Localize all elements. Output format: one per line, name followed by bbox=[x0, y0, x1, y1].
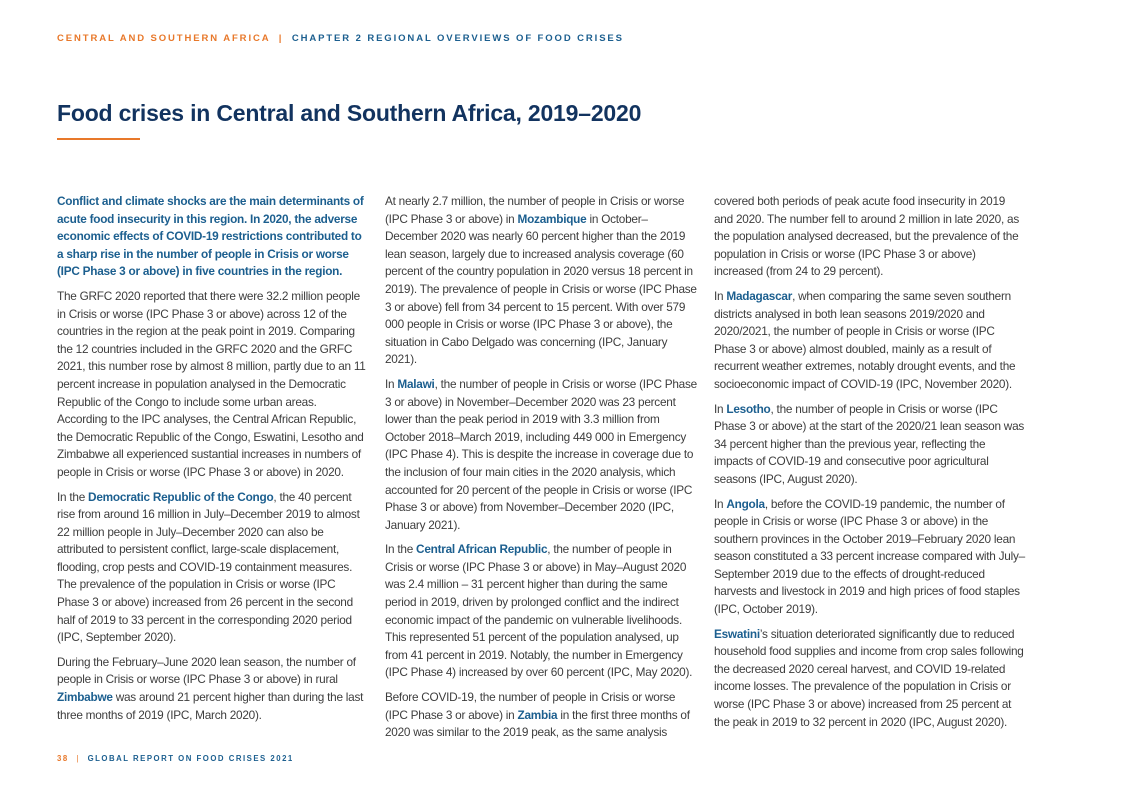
paragraph-grfc: The GRFC 2020 reported that there were 32.2 million people in Crisis or worse (IPC Phase 3 or above) across 12 of the countries in the region at the peak point in 2019. Comparing the 12 countries included in the GRFC 2020 and the GRFC 2021, this number rose by almost 8 million, partly due to an 11 percent increase in population analysed in the Democratic Republic of the Congo to include some urban areas. According to the IPC analyses, the Central African Republic, the Democratic Republic of the Congo, Eswatini, Lesotho and Zimbabwe all experienced sustantial increases in numbers of people in Crisis or worse (IPC Phase 3 or above) in 2020. bbox=[57, 288, 366, 479]
text-segment: At nearly 2.7 million, the number of people in Crisis or worse (IPC Phase 3 or above) in bbox=[385, 194, 685, 226]
text-segment: in the first three months of 2020 was similar to the 2019 peak, as the same analysis bbox=[385, 707, 690, 740]
text-segment: Before COVID-19, the number of people in Crisis or worse (IPC Phase 3 or above) in bbox=[385, 690, 676, 722]
text-segment: In bbox=[385, 376, 398, 391]
header-separator: | bbox=[278, 33, 284, 44]
page-number: 38 bbox=[57, 754, 69, 763]
column-1 bbox=[57, 193, 367, 731]
running-header bbox=[57, 33, 624, 44]
country-keyword-zimbabwe: Zimbabwe bbox=[57, 690, 113, 705]
title-underline bbox=[57, 138, 140, 140]
footer-report-title: GLOBAL REPORT ON FOOD CRISES 2021 bbox=[87, 754, 294, 763]
text-segment: , the number of people in Crisis or worse (IPC Phase 3 or above) at the start of the 2020/21 lean season was 34 percent higher than the previous year, reflecting the impacts of COVID-19 and consecutive poor agricultural seasons (IPC, August 2020). bbox=[714, 401, 1025, 486]
text-segment: In the bbox=[385, 542, 417, 557]
paragraph-malawi bbox=[385, 376, 698, 534]
paragraph-mozambique bbox=[385, 193, 698, 369]
text-segment: , before the COVID-19 pandemic, the number of people in Crisis or worse (IPC Phase 3 or above) in the southern provinces in the October 2019–February 2020 lean season constituted a 33 percent increase compared with July–September 2019 due to the effects of drought-reduced harvests and livestock in 2019 and high prices of food staples (IPC, October 2019). bbox=[714, 496, 1025, 617]
country-keyword-lesotho: Lesotho bbox=[726, 401, 771, 416]
paragraph-zimbabwe bbox=[57, 654, 367, 724]
text-segment: in October–December 2020 was nearly 60 percent higher than the 2019 lean season, largely due to increased analysis coverage (60 percent of the country population in 2020 versus 18 percent in 2019). The prevalence of people in Crisis or worse (IPC Phase 3 or above) fell from 34 percent to 15 percent. With over 579 000 people in Crisis or worse (IPC Phase 3 or above), the situation in Cabo Delgado was concerning (IPC, January 2021). bbox=[385, 211, 697, 367]
country-keyword-zambia: Zambia bbox=[517, 707, 558, 722]
text-segment: was around 21 percent higher than during the last three months of 2019 (IPC, March 2020). bbox=[57, 690, 364, 722]
country-keyword-drc: Democratic Republic of the Congo bbox=[88, 489, 274, 504]
header-region: CENTRAL AND SOUTHERN AFRICA bbox=[57, 33, 271, 44]
paragraph-car bbox=[385, 541, 698, 682]
country-keyword-madagascar: Madagascar bbox=[726, 288, 793, 303]
page-title: Food crises in Central and Southern Africa, 2019–2020 bbox=[57, 100, 642, 126]
header-chapter: CHAPTER 2 bbox=[291, 33, 363, 44]
text-segment: During the February–June 2020 lean season, the number of people in Crisis or worse (IPC Phase 3 or above) in rural bbox=[57, 654, 356, 687]
text-segment: In bbox=[714, 288, 727, 303]
text-segment: In bbox=[714, 496, 727, 511]
country-keyword-mozambique: Mozambique bbox=[517, 211, 587, 226]
text-segment: In bbox=[714, 401, 727, 416]
header-chapter-title: REGIONAL OVERVIEWS OF FOOD CRISES bbox=[367, 33, 624, 44]
country-keyword-malawi: Malawi bbox=[397, 376, 435, 391]
lead-paragraph: Conflict and climate shocks are the main determinants of acute food insecurity in this region. In 2020, the adverse economic effects of COVID-19 restrictions contributed to a sharp rise in the number of people in Crisis or worse (IPC Phase 3 or above) in five countries in the region. bbox=[57, 194, 364, 279]
paragraph-madagascar bbox=[714, 288, 1026, 394]
text-segment: , the number of people in Crisis or worse (IPC Phase 3 or above) in May–August 2020 was 2.4 million – 31 percent higher than during the same period in 2019, driven by prolonged conflict and the indirect economic impact of the pandemic on vulnerable livelihoods. This represented 51 percent of the population analysed, up from 41 percent in 2019. Notably, the number in Emergency (IPC Phase 4) increased by over 60 percent (IPC, May 2020). bbox=[385, 542, 693, 680]
paragraph-eswatini bbox=[714, 626, 1026, 732]
text-segment: , the 40 percent rise from around 16 million in July–December 2019 to almost 22 million people in July–December 2020 can also be attributed to persistent conflict, large-scale displacement, flooding, crop pests and COVID-19 containment measures. The prevalence of the population in Crisis or worse (IPC Phase 3 or above) increased from 26 percent in the second half of 2019 to 33 percent in the corresponding 2020 period (IPC, September 2020). bbox=[57, 489, 360, 645]
paragraph-drc bbox=[57, 489, 367, 647]
text-segment: , the number of people in Crisis or worse (IPC Phase 3 or above) in November–December 2020 was 23 percent lower than the peak period in 2019 with 3.3 million from October 2018–March 2019, including 449 000 in Emergency (IPC Phase 4). This is despite the increase in coverage due to the inclusion of four main cities in the 2020 analysis, which accounted for 20 percent of the people in Crisis or worse (IPC Phase 3 or above) from November–December 2020 (IPC, January 2021). bbox=[385, 376, 697, 532]
text-segment: In the bbox=[57, 489, 89, 504]
country-keyword-car: Central African Republic bbox=[416, 542, 548, 557]
paragraph-lesotho bbox=[714, 401, 1026, 489]
footer-separator: | bbox=[76, 754, 80, 763]
page-footer bbox=[57, 754, 294, 763]
country-keyword-angola: Angola bbox=[726, 496, 765, 511]
paragraph-angola bbox=[714, 496, 1026, 619]
text-segment: , when comparing the same seven southern districts analysed in both lean seasons 2019/2020 and 2020/2021, the number of people in Crisis or worse (IPC Phase 3 or above) almost doubled, mainly as a result of recurrent weather extremes, notably drought events, and the socioeconomic impact of COVID-19 (IPC, November 2020). bbox=[714, 288, 1016, 391]
text-segment: ’s situation deteriorated significantly due to reduced household food supplies and income from crop sales following the decreased 2020 cereal harvest, and COVID 19-related income losses. The prevalence of the population in Crisis or worse (IPC Phase 3 or above) increased from 25 percent at the peak in 2019 to 32 percent in 2020 (IPC, August 2020). bbox=[714, 626, 1024, 729]
column-3 bbox=[714, 193, 1026, 738]
paragraph-zambia-cont: covered both periods of peak acute food insecurity in 2019 and 2020. The number fell to around 2 million in late 2020, as the population analysed decreased, but the prevalence of the population in Crisis or worse (IPC Phase 3 or above) increased (from 24 to 29 percent). bbox=[714, 194, 1019, 279]
column-2 bbox=[385, 193, 698, 749]
paragraph-zambia bbox=[385, 689, 698, 742]
country-keyword-eswatini: Eswatini bbox=[714, 626, 760, 641]
